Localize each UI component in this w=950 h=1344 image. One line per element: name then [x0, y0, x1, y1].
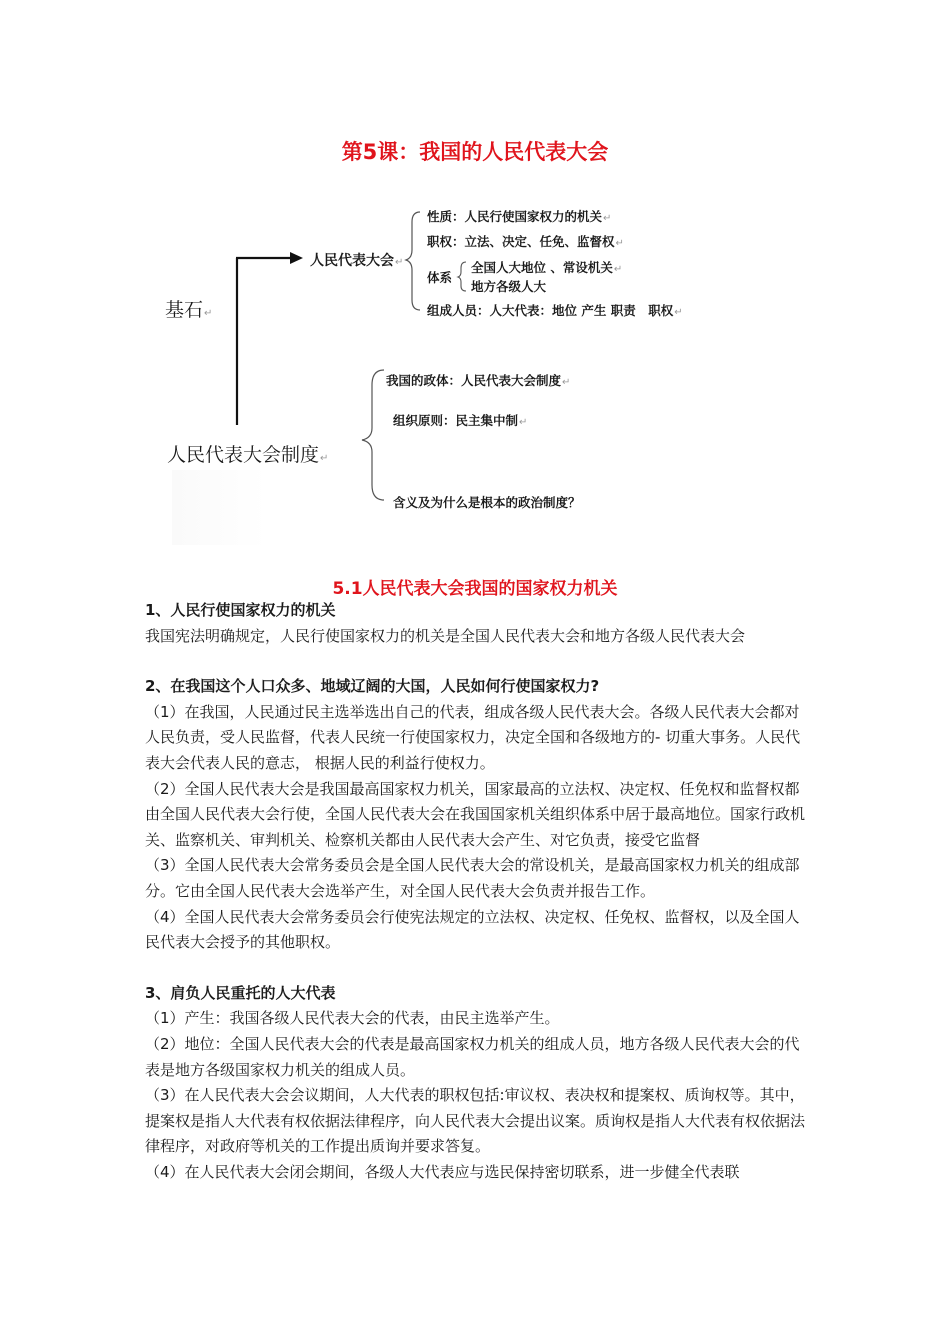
document-title: 第5课：我国的人民代表大会 — [341, 140, 609, 164]
paragraph-2-3: （3）全国人民代表大会常务委员会是全国人民代表大会的常设机关，是最高国家权力机关的组成部分。它由全国人民代表大会选举产生，对全国人民代表大会负责并报告工作。 — [145, 856, 800, 900]
diagram-zucheng: 组成人员：人大代表：地位 产生 职责 职权↵ — [427, 303, 683, 318]
paragraph-2-2: （2）全国人民代表大会是我国最高国家权力机关，国家最高的立法权、决定权、任免权和监督权都由全国人民代表大会行使，全国人民代表大会在我国国家机关组织体系中居于最高地位。国家行政机关、监察机关、审判机关、检察机关都由人民代表大会产生、对它负责，接受它监督 — [145, 779, 806, 849]
paragraph-1: 我国宪法明确规定，人民行使国家权力的机关是全国人民代表大会和地方各级人民代表大会 — [145, 626, 746, 645]
diagram-zhiquan: 职权：立法、决定、任免、监督权↵ — [427, 234, 624, 249]
content-body — [145, 598, 810, 1185]
brace-rd — [406, 212, 420, 310]
paragraph-3-3: （3）在人民代表大会会议期间，人大代表的职权包括:审议权、表决权和提案权、质询权等。其中，提案权是指人大代表有权依据法律程序，向人民代表大会提出议案。质询权是指人大代表有权依据法律程序，对政府等机关的工作提出质询并要求答复。 — [145, 1086, 806, 1156]
heading-2: 2、在我国这个人口众多、地域辽阔的大国，人民如何行使国家权力? — [145, 677, 600, 696]
diagram-jishi: 基石↵ — [165, 299, 213, 321]
paragraph-2-1: （1）在我国，人民通过民主选举选出自己的代表，组成各级人民代表大会。各级人民代表大会都对人民负责，受人民监督，代表人民统一行使国家权力，决定全国和各级地方的- 切重大事务。人民代表大会代表人民的意志， 根据人民的利益行使权力。 — [145, 702, 801, 772]
spacer — [145, 956, 810, 981]
diagram-zhengti: 我国的政体：人民代表大会制度↵ — [386, 373, 571, 388]
paragraph-3-4: （4）在人民代表大会闭会期间，各级人大代表应与选民保持密切联系，进一步健全代表联 — [145, 1162, 740, 1181]
diagram-rdzd: 人民代表大会制度↵ — [167, 444, 329, 466]
paragraph-3-1: （1）产生：我国各级人民代表大会的代表，由民主选举产生。 — [145, 1009, 560, 1028]
diagram-rd: 人民代表大会↵ — [310, 253, 404, 269]
brace-rdzd — [362, 370, 384, 500]
section-title: 5.1人民代表大会我国的国家权力机关 — [332, 579, 618, 599]
paragraph-2-4: （4）全国人民代表大会常务委员会行使宪法规定的立法权、决定权、任免权、监督权，以及全国人民代表大会授予的其他职权。 — [145, 907, 800, 952]
spacer — [145, 649, 810, 674]
diagram-hanyi: 含义及为什么是根本的政治制度？ — [393, 495, 581, 510]
diagram-yuanze: 组织原则：民主集中制↵ — [393, 413, 528, 428]
heading-1: 1、人民行使国家权力的机关 — [145, 601, 336, 619]
arrow-head-icon — [290, 252, 303, 264]
brace-tixi — [458, 262, 466, 291]
diagram-tixi-2: 地方各级人大 — [471, 279, 547, 294]
paragraph-3-2: （2）地位：全国人民代表大会的代表是最高国家权力机关的组成人员，地方各级人民代表大会的代表是地方各级国家权力机关的组成人员。 — [145, 1034, 800, 1079]
diagram-tixi: 体系 — [427, 270, 453, 285]
heading-3: 3、肩负人民重托的人大代表 — [145, 983, 336, 1002]
diagram-tixi-1: 全国人大地位 、常设机关↵ — [471, 260, 623, 275]
diagram-xingzhi: 性质：人民行使国家权力的机关↵ — [427, 209, 612, 224]
